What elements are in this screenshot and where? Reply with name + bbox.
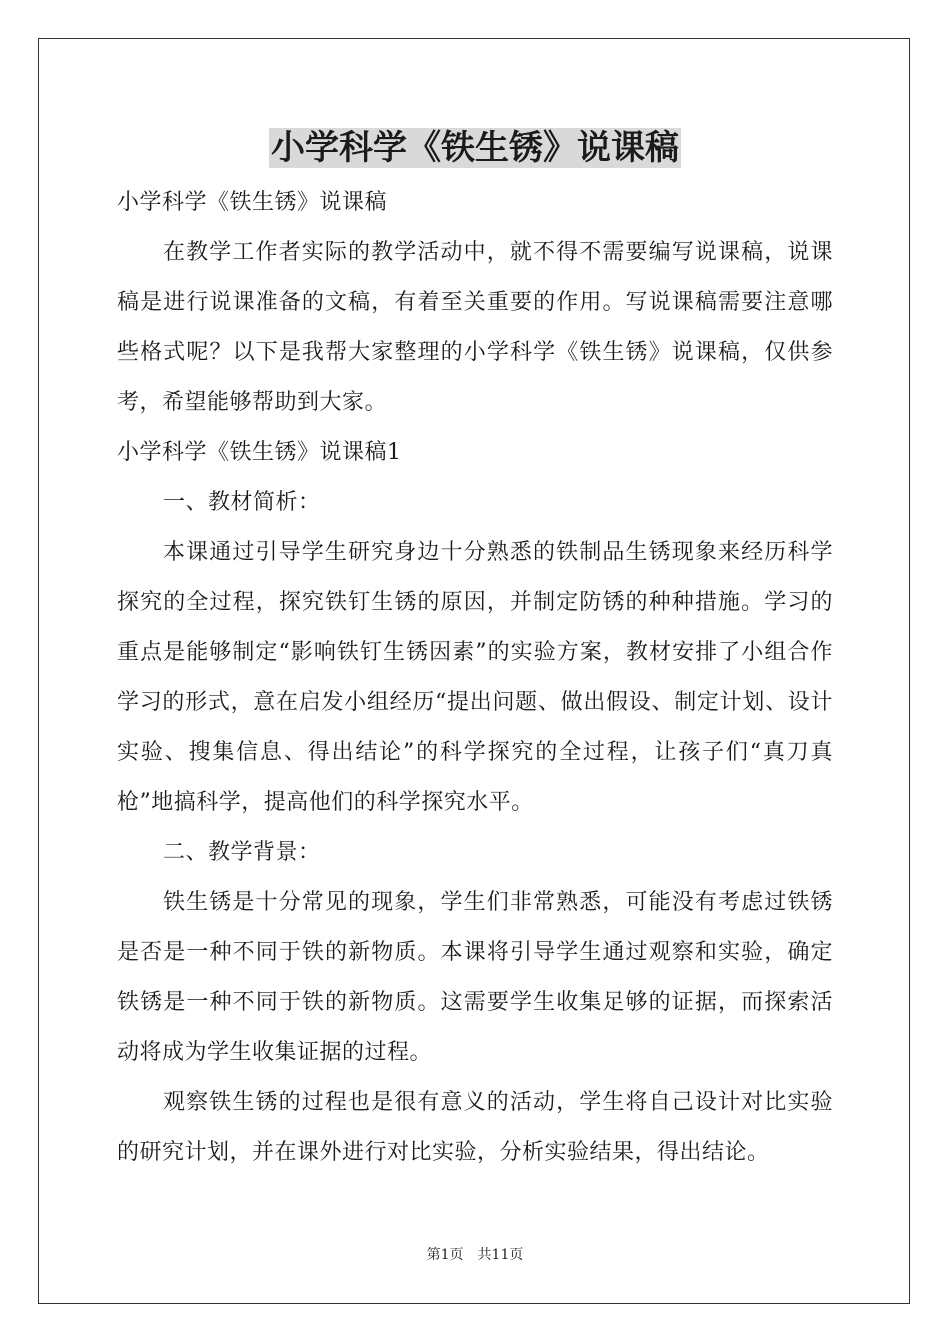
subtitle: 小学科学《铁生锈》说课稿	[117, 190, 388, 215]
section-title: 小学科学《铁生锈》说课稿1	[117, 440, 402, 465]
page-number: 第1页	[426, 1247, 464, 1263]
page-footer	[0, 1245, 950, 1265]
document-body	[117, 178, 833, 1178]
paragraph-observation: 观察铁生锈的过程也是很有意义的活动，学生将自己设计对比实验的研究计划，并在课外进行对比实验，分析实验结果，得出结论。	[117, 1090, 833, 1165]
heading-teaching-background: 二、教学背景：	[163, 840, 321, 865]
document-title	[0, 124, 950, 172]
document-title-text: 小学科学《铁生锈》说课稿	[271, 128, 679, 168]
heading-teaching-material: 一、教材简析：	[163, 490, 321, 515]
page-total: 共11页	[477, 1247, 524, 1263]
intro-paragraph: 在教学工作者实际的教学活动中，就不得不需要编写说课稿，说课稿是进行说课准备的文稿，有着至关重要的作用。写说课稿需要注意哪些格式呢？以下是我帮大家整理的小学科学《铁生锈》说课稿，仅供参考，希望能够帮助到大家。	[117, 240, 833, 415]
paragraph-teaching-material: 本课通过引导学生研究身边十分熟悉的铁制品生锈现象来经历科学探究的全过程，探究铁钉生锈的原因，并制定防锈的种种措施。学习的重点是能够制定“影响铁钉生锈因素”的实验方案，教材安排了小组合作学习的形式，意在启发小组经历“提出问题、做出假设、制定计划、设计实验、搜集信息、得出结论”的科学探究的全过程，让孩子们“真刀真枪”地搞科学，提高他们的科学探究水平。	[117, 540, 833, 815]
paragraph-teaching-background: 铁生锈是十分常见的现象，学生们非常熟悉，可能没有考虑过铁锈是否是一种不同于铁的新物质。本课将引导学生通过观察和实验，确定铁锈是一种不同于铁的新物质。这需要学生收集足够的证据，而探索活动将成为学生收集证据的过程。	[117, 890, 833, 1065]
